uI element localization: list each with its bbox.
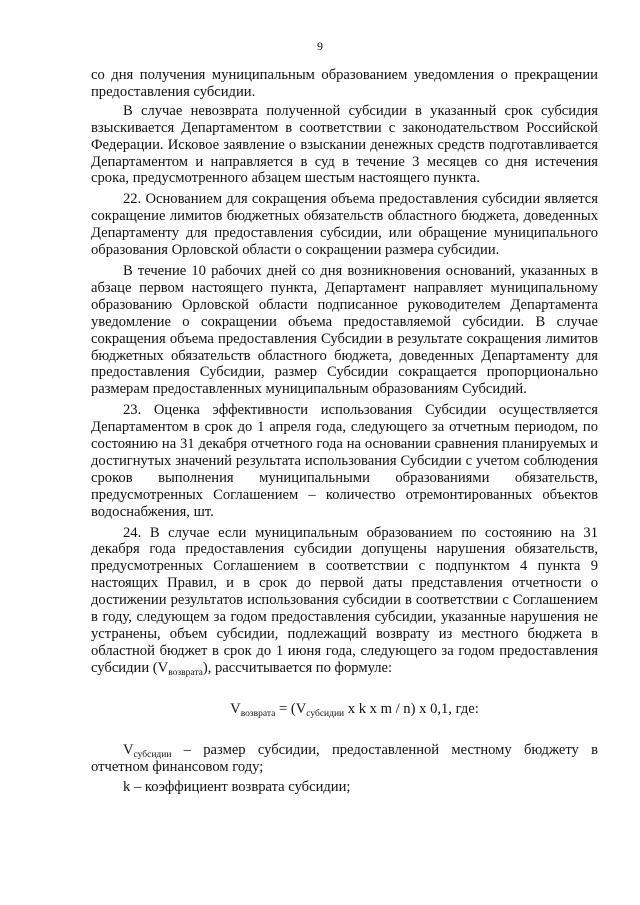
formula-equals: = (V — [275, 700, 307, 717]
definition-k — [91, 779, 598, 796]
definition-text: – размер субсидии, предоставленной местному бюджету в отчетном финансовом году; — [91, 741, 598, 775]
paragraph-nonreturn: В случае невозврата полученной субсидии в указанный срок субсидия взыскивается Департаментом в соответствии с законодательством Российской Федерации. Исковое заявление о взыскании денежных средств подготавливается Департаментом и направляется в суд в течение 3 месяцев со дня истечения срока, предусмотренного абзацем шестым настоящего пункта. — [91, 102, 598, 187]
paragraph-22: 22. Основанием для сокращения объема предоставления субсидии является сокращение лимитов бюджетных обязательств областного бюджета, доведенных Департаменту для предоставления субсидии, или обращение муниципального образования Орловской области о сокращении размера субсидии. — [91, 191, 598, 259]
paragraph-10-days: В течение 10 рабочих дней со дня возникновения оснований, указанных в абзаце первом настоящего пункта, Департамент направляет муниципальному образованию Орловской области подписанное руководителем Департамента уведомление о сокращении объема предоставляемой субсидии. В случае сокращения объема предоставления Субсидии в результате сокращения лимитов бюджетных обязательств областного бюджета, доведенных Департаменту для предоставления Субсидии, размер Субсидии сокращается пропорционально размерам предоставленных муниципальным образованиям Субсидий. — [91, 262, 598, 398]
definition-symbol: k — [123, 779, 131, 796]
formula — [91, 701, 598, 718]
paragraph-24-text: 24. В случае если муниципальным образованием по состоянию на 31 декабря года предоставления субсидии допущены нарушения обязательств, предусмотренных Соглашением в соответствии с подпунктом 4 пункта 9 настоящих Правил, и в срок до первой даты представления отчетности о достижении результатов использования субсидии в соответствии с Соглашением в году, следующем за годом предоставления субсидии, указанные нарушения не устранены, объем субсидии, подлежащий возврату из местного бюджета в областной бюджет в срок до 1 июня года, следующего за годом предоставления субсидии (V — [91, 524, 598, 676]
formula-v-return: V — [230, 700, 241, 717]
document-body — [91, 67, 598, 800]
paragraph-24 — [91, 525, 598, 677]
paragraph-23: 23. Оценка эффективности использования Субсидии осуществляется Департаментом в срок до 1 апреля года, следующего за отчетным периодом, по состоянию на 31 декабря отчетного года на основании сравнения планируемых и достигнутых значений результата использования Субсидии с учетом соблюдения сроков выполнения муниципальными образованиями обязательств, предусмотренных Соглашением – количество отремонтированных объектов водоснабжения, шт. — [91, 402, 598, 520]
definition-symbol: V — [123, 741, 134, 758]
definition-subscript: субсидии — [133, 749, 172, 760]
paragraph-continuation: со дня получения муниципальным образованием уведомления о прекращении предоставления субсидии. — [91, 67, 598, 100]
paragraph-24-tail: ), рассчитывается по формуле: — [202, 659, 393, 676]
page-number: 9 — [317, 39, 323, 53]
paragraph-24-subscript: возврата — [168, 667, 203, 678]
formula-rest: x k x m / n) x 0,1, где: — [344, 700, 479, 717]
formula-v-return-subscript: возврата — [240, 708, 276, 719]
formula-v-subsidy-subscript: субсидии — [306, 708, 345, 719]
definition-text: – коэффициент возврата субсидии; — [130, 779, 351, 796]
definition-v-subsidy — [91, 742, 598, 776]
